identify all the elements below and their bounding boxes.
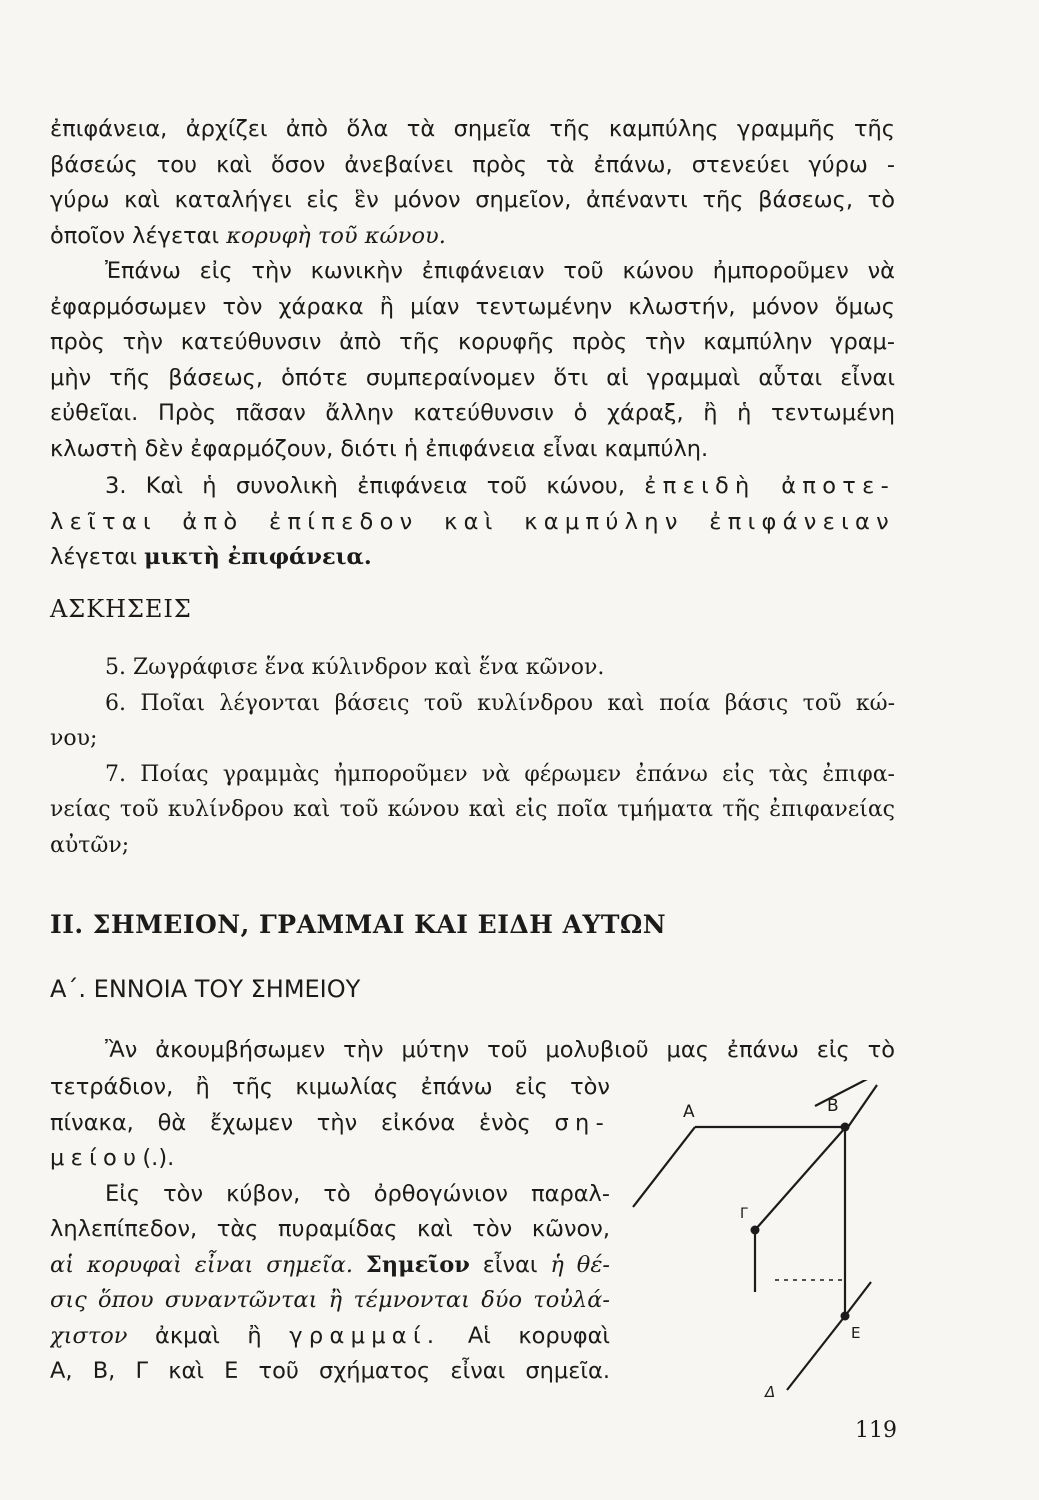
paragraph-cone-apex <box>50 112 895 254</box>
paragraph-ruler-test <box>50 254 895 467</box>
text-line: σις ὅπου συναντῶνται ἢ τέμνονται δύο τοὐλά- <box>50 1287 610 1313</box>
text-line: Εἰς τὸν κύβον, τὸ ὀρθογώνιον παραλ- <box>105 1180 610 1207</box>
text-line <box>50 540 895 576</box>
text-line: γύρω καὶ καταλήγει εἰς ἓν μόνον σημεῖον, ἀπέναντι τῆς βάσεως, τὸ <box>50 187 895 213</box>
exercise-7-cont: νείας τοῦ κυλίνδρου καὶ τοῦ κώνου καὶ εἰς ποῖα τμήματα τῆς ἐπιφανείας <box>50 797 895 822</box>
line-ed <box>787 1316 845 1390</box>
text-line: Α, Β, Γ καὶ Ε τοῦ σχήματος εἶναι σημεῖα. <box>50 1358 610 1384</box>
text-line: μὴν τῆς βάσεως, ὁπότε συμπεραίνομεν ὅτι αἱ γραμμαὶ αὗται εἶναι <box>50 364 895 391</box>
spaced-text: μείου <box>50 1145 143 1171</box>
label-a: Α <box>683 1102 695 1122</box>
bold-term: μικτὴ ἐπιφάνεια. <box>144 544 372 570</box>
text-line: ἐπιφάνεια, ἀρχίζει ἀπὸ ὅλα τὰ σημεῖα τῆς καμπύλης γραμμῆς τῆς <box>50 116 895 142</box>
italic-term: αἱ κορυφαὶ εἶναι σημεῖα. <box>50 1251 353 1278</box>
line-e-up <box>845 1282 871 1316</box>
text-line: τετράδιον, ἢ τῆς κιμωλίας ἐπάνω εἰς τὸν <box>50 1074 610 1100</box>
text-line: λεῖται ἀπὸ ἐπίπεδον καὶ καμπύλην ἐπιφάνειαν <box>50 508 895 535</box>
text-line: βάσεώς του καὶ ὅσον ἀνεβαίνει πρὸς τὰ ἐπάνω, στενεύει γύρω - <box>50 151 895 178</box>
text-fragment: ἀκμαὶ ἢ <box>155 1322 262 1349</box>
text-fragment: ὁποῖον λέγεται <box>50 222 227 249</box>
exercise-6: 6. Ποῖαι λέγονται βάσεις τοῦ κυλίνδρου καὶ ποία βάσις τοῦ κώ- <box>105 690 895 716</box>
spaced-text: ἐπειδὴ ἀποτε- <box>644 473 895 499</box>
line-b-top <box>815 1080 877 1106</box>
text-line: ἐφαρμόσωμεν τὸν χάρακα ἢ μίαν τεντωμένην κλωστήν, μόνον ὅμως <box>50 293 895 320</box>
point-g <box>751 1226 760 1235</box>
text-line: πρὸς τὴν κατεύθυνσιν ἀπὸ τῆς κορυφῆς πρὸς τὴν καμπύλην γραμ- <box>50 329 895 355</box>
label-d: Δ <box>765 1383 776 1400</box>
exercise-7-end: αὐτῶν; <box>50 832 130 858</box>
paragraph-mixed-surface <box>50 469 895 576</box>
text-line <box>50 1106 610 1142</box>
text-line <box>50 219 895 255</box>
line-gb <box>755 1128 845 1230</box>
spaced-text: ση- <box>554 1109 610 1136</box>
text-line: ληλεπίπεδον, τὰς πυραμίδας καὶ τὸν κῶνον, <box>50 1216 610 1242</box>
point-e <box>841 1312 850 1321</box>
text-line: εὐθεῖαι. Πρὸς πᾶσαν ἄλλην κατεύθυνσιν ὁ χάραξ, ἢ ἡ τεντωμένη <box>50 400 895 426</box>
exercises-heading: ΑΣΚΗΣΕΙΣ <box>50 595 192 623</box>
label-g: Γ <box>740 1206 748 1222</box>
text-fragment: πίνακα, θὰ ἔχωμεν τὴν εἰκόνα ἑνὸς <box>50 1109 555 1136</box>
text-fragment: Αἱ κορυφαὶ <box>467 1322 610 1349</box>
spaced-text: γραμμαί. <box>289 1322 441 1349</box>
label-e: Ε <box>851 1324 861 1342</box>
text-line <box>50 469 895 505</box>
line-b-diag <box>848 1085 877 1127</box>
exercise-7: 7. Ποίας γραμμὰς ἠμποροῦμεν νὰ φέρωμεν ἐπάνω εἰς τὰς ἐπιφα- <box>105 761 895 787</box>
text-line <box>50 1319 610 1355</box>
text-line <box>50 1141 610 1177</box>
italic-term: χιστον <box>50 1322 128 1349</box>
paragraph-point-column <box>50 1070 610 1390</box>
text-line: κλωστὴ δὲν ἐφαρμόζουν, διότι ἡ ἐπιφάνεια εἶναι καμπύλη. <box>50 435 709 462</box>
points-figure <box>615 1080 915 1400</box>
subsection-heading: Α΄. ΕΝΝΟΙΑ ΤΟΥ ΣΗΜΕΙΟΥ <box>50 975 361 1003</box>
paragraph-point-intro <box>50 1033 895 1069</box>
exercises-list <box>50 650 895 863</box>
page-number: 119 <box>855 1418 897 1443</box>
italic-term: κορυφὴ τοῦ κώνου. <box>226 222 446 249</box>
text-fragment: (.). <box>142 1145 175 1171</box>
line-a-left <box>633 1127 695 1207</box>
exercise-6-cont: νου; <box>50 726 98 751</box>
text-line: Ἂν ἀκουμβήσωμεν τὴν μύτην τοῦ μολυβιοῦ μας ἐπάνω εἰς τὸ <box>105 1037 895 1063</box>
text-fragment: εἶναι <box>482 1251 538 1278</box>
exercise-5: 5. Ζωγράφισε ἕνα κύλινδρον καὶ ἕνα κῶνον. <box>105 655 605 680</box>
point-b <box>841 1123 850 1132</box>
text-line <box>50 1248 610 1284</box>
text-line: Ἐπάνω εἰς τὴν κωνικὴν ἐπιφάνειαν τοῦ κώνου ἠμποροῦμεν νὰ <box>105 258 895 284</box>
bold-term: Σημεῖον <box>365 1251 470 1278</box>
label-b: Β <box>827 1096 839 1116</box>
text-fragment: λέγεται <box>50 544 145 570</box>
italic-term: ἡ θέ- <box>550 1251 610 1278</box>
section-heading: II. ΣΗΜΕΙΟΝ, ΓΡΑΜΜΑΙ ΚΑΙ ΕΙΔΗ ΑΥΤΩΝ <box>50 910 667 939</box>
text-fragment: 3. Καὶ ἡ συνολικὴ ἐπιφάνεια τοῦ κώνου, <box>105 473 645 499</box>
